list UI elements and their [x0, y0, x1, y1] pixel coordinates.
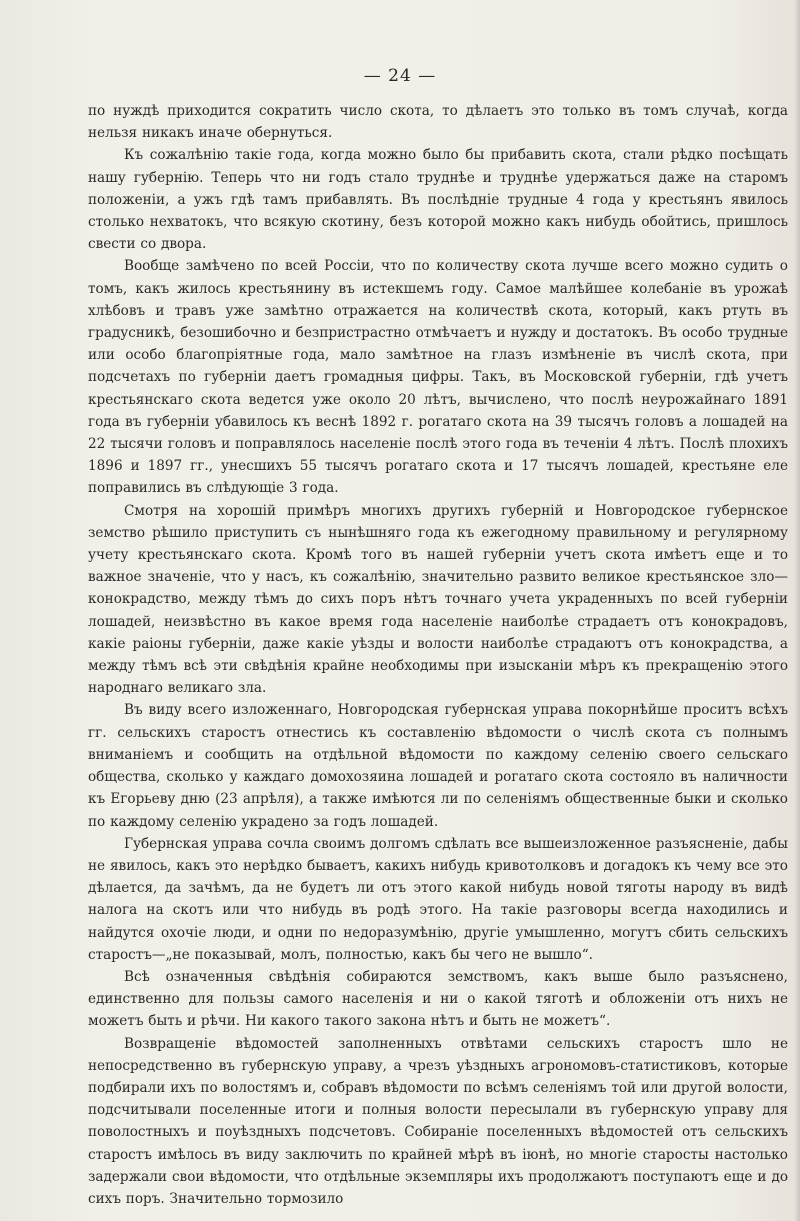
- paragraph: Къ сожалѣнію такіе года, когда можно было бы прибавить скота, стали рѣдко посѣщать нашу губернію. Теперь что ни годъ стало труднѣе и труднѣе удержаться даже на старомъ положеніи, а ужъ гдѣ тамъ прибавлять. Въ послѣдніе трудные 4 года у крестьянъ явилось столько нехватокъ, что всякую скотину, безъ которой можно какъ нибудь обойтись, пришлось свести со двора.: [88, 147, 788, 253]
- paragraph: Въ виду всего изложеннаго, Новгородская губернская управа покорнѣйше проситъ всѣхъ гг. сельскихъ старостъ отнестись къ составленію вѣдомости о числѣ скота съ полнымъ вниманіемъ и сообщить на отдѣльной вѣдомости по каждому селенію своего сельскаго общества, сколько у каждаго домохозяина лошадей и рогатаго скота состояло въ наличности къ Егорьеву дню (23 апрѣля), а также имѣются ли по селеніямъ общественные быки и сколько по каждому селенію украдено за годъ лошадей.: [88, 702, 788, 830]
- paragraph: Всѣ означенныя свѣдѣнія собираются земствомъ, какъ выше было разъяснено, единственно для пользы самого населенія и ни о какой тяготѣ и обложеніи отъ нихъ не можетъ быть и рѣчи. Ни какого такого закона нѣтъ и быть не можетъ“.: [88, 968, 788, 1030]
- body-text: [88, 100, 788, 1210]
- page-edge-shadow: [794, 0, 800, 1221]
- paragraph: Губернская управа сочла своимъ долгомъ сдѣлать все вышеизложенное разъясненіе, дабы не явилось, какъ это нерѣдко бываетъ, какихъ нибудь кривотолковъ и догадокъ къ чему все это дѣлается, да зачѣмъ, да не будетъ ли отъ этого какой нибудь новой тяготы народу въ видѣ налога на скотъ или что нибудь въ родѣ этого. На такіе разговоры всегда находились и найдутся охочіе люди, и одни по недоразумѣнію, другіе умышленно, могутъ сбить сельскихъ старостъ—„не показывай, молъ, полностью, какъ бы чего не вышло“.: [88, 835, 788, 963]
- page-number: — 24 —: [363, 66, 437, 86]
- paragraph: Вообще замѣчено по всей Россіи, что по количеству скота лучше всего можно судить о томъ, какъ жилось крестьянину въ истекшемъ году. Самое малѣйшее колебаніе въ урожаѣ хлѣбовъ и травъ уже замѣтно отражается на количествѣ скота, который, какъ ртуть въ градусникѣ, безошибочно и безпристрастно отмѣчаетъ и нужду и достатокъ. Въ особо трудные или особо благопріятные года, мало замѣтное на глазъ измѣненіе въ числѣ скота, при подсчетахъ по губерніи даетъ громадныя цифры. Такъ, въ Московской губерніи, гдѣ учетъ крестьянскаго скота ведется уже около 20 лѣтъ, вычислено, что послѣ неурожайнаго 1891 года въ губерніи убавилось къ веснѣ 1892 г. рогатаго скота на 39 тысячъ головъ а лошадей на 22 тысячи головъ и поправлялось населеніе послѣ этого года въ теченіи 4 лѣтъ. Послѣ плохихъ 1896 и 1897 гг., унесшихъ 55 тысячъ рогатаго скота и 17 тысячъ лошадей, крестьяне еле поправились въ слѣдующіе 3 года.: [88, 258, 788, 497]
- paragraph: Возвращеніе вѣдомостей заполненныхъ отвѣтами сельскихъ старостъ шло не непосредственно въ губернскую управу, а чрезъ уѣздныхъ агрономовъ-статистиковъ, которые подбирали ихъ по волостямъ и, собравъ вѣдомости по всѣмъ селеніямъ той или другой волости, подсчитывали поселенные итоги и полныя волости пересылали въ губернскую управу для поволостныхъ и поуѣздныхъ подсчетовъ. Собираніе поселенныхъ вѣдомостей отъ сельскихъ старостъ имѣлось въ виду заключить по крайней мѣрѣ въ іюнѣ, но многіе старосты настолько задержали свои вѣдомости, что отдѣльные экземпляры ихъ продолжаютъ поступаютъ еще и до сихъ поръ. Значительно тормозило: [88, 1035, 788, 1207]
- paragraph: Смотря на хорошій примѣръ многихъ другихъ губерній и Новгородское губернское земство рѣшило приступить съ нынѣшняго года къ ежегодному правильному и регулярному учету крестьянскаго скота. Кромѣ того въ нашей губерніи учетъ скота имѣетъ еще и то важное значеніе, что у насъ, къ сожалѣнію, значительно развито великое крестьянское зло—конокрадство, между тѣмъ до сихъ поръ нѣтъ точнаго учета украденныхъ по всей губерніи лошадей, неизвѣстно въ какое время года населеніе наиболѣе страдаетъ отъ конокрадовъ, какіе раіоны губерніи, даже какіе уѣзды и волости наиболѣе страдаютъ отъ конокрадства, а между тѣмъ всѣ эти свѣдѣнія крайне необходимы при изысканіи мѣръ къ прекращенію этого народнаго великаго зла.: [88, 502, 788, 697]
- paragraph: по нуждѣ приходится сократить число скота, то дѣлаетъ это только въ томъ случаѣ, когда нельзя никакъ иначе обернуться.: [88, 103, 788, 142]
